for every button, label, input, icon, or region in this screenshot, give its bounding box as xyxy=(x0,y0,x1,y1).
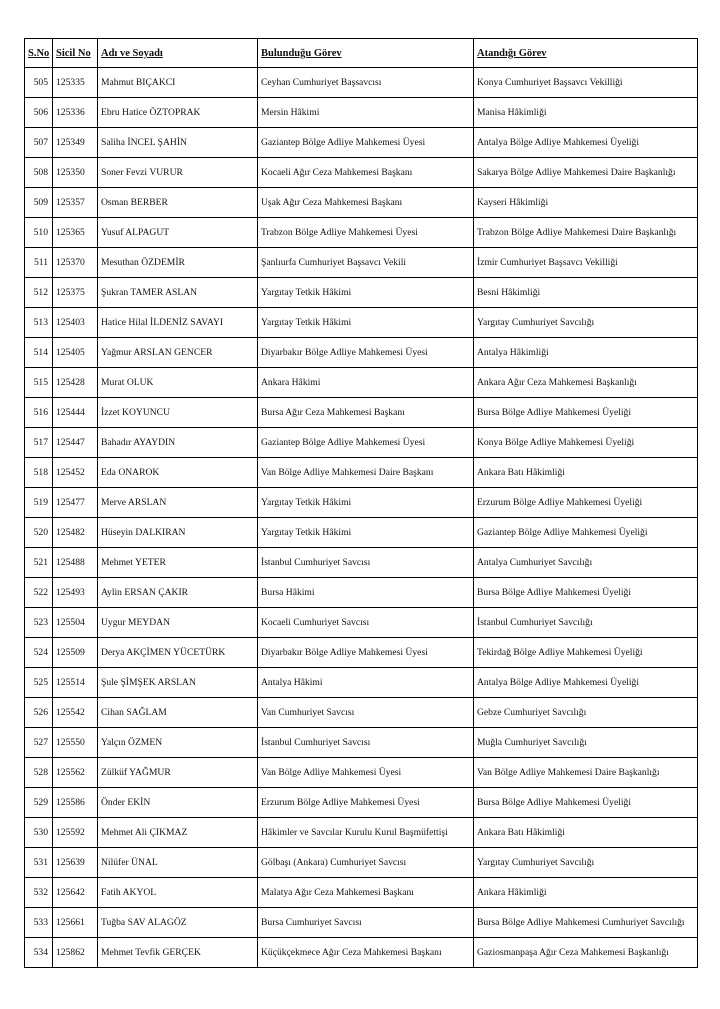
cell-assigned-position: Bursa Bölge Adliye Mahkemesi Üyeliği xyxy=(474,788,698,818)
cell-current-position: Diyarbakır Bölge Adliye Mahkemesi Üyesi xyxy=(258,338,474,368)
cell-sno: 520 xyxy=(25,518,53,548)
appointments-table xyxy=(24,38,698,968)
cell-assigned-position: Van Bölge Adliye Mahkemesi Daire Başkanlığı xyxy=(474,758,698,788)
table-row xyxy=(25,608,698,638)
cell-sicil-no: 125542 xyxy=(53,698,98,728)
cell-sno: 532 xyxy=(25,878,53,908)
cell-assigned-position: Yargıtay Cumhuriyet Savcılığı xyxy=(474,308,698,338)
cell-current-position: Van Bölge Adliye Mahkemesi Üyesi xyxy=(258,758,474,788)
table-row xyxy=(25,338,698,368)
cell-sicil-no: 125336 xyxy=(53,98,98,128)
table-row xyxy=(25,638,698,668)
cell-sicil-no: 125428 xyxy=(53,368,98,398)
cell-sicil-no: 125405 xyxy=(53,338,98,368)
cell-sno: 519 xyxy=(25,488,53,518)
cell-assigned-position: Ankara Batı Hâkimliği xyxy=(474,818,698,848)
cell-current-position: Van Cumhuriyet Savcısı xyxy=(258,698,474,728)
cell-assigned-position: Antalya Bölge Adliye Mahkemesi Üyeliği xyxy=(474,668,698,698)
cell-current-position: Diyarbakır Bölge Adliye Mahkemesi Üyesi xyxy=(258,638,474,668)
cell-current-position: Bursa Cumhuriyet Savcısı xyxy=(258,908,474,938)
cell-sicil-no: 125509 xyxy=(53,638,98,668)
cell-name: Eda ONAROK xyxy=(98,458,258,488)
cell-current-position: İstanbul Cumhuriyet Savcısı xyxy=(258,728,474,758)
cell-current-position: Hâkimler ve Savcılar Kurulu Kurul Başmüfettişi xyxy=(258,818,474,848)
table-row xyxy=(25,128,698,158)
cell-sicil-no: 125335 xyxy=(53,68,98,98)
table-row xyxy=(25,398,698,428)
table-row xyxy=(25,278,698,308)
cell-current-position: Mersin Hâkimi xyxy=(258,98,474,128)
cell-name: Bahadır AYAYDIN xyxy=(98,428,258,458)
cell-sicil-no: 125452 xyxy=(53,458,98,488)
cell-sno: 521 xyxy=(25,548,53,578)
cell-sno: 509 xyxy=(25,188,53,218)
cell-assigned-position: Ankara Hâkimliği xyxy=(474,878,698,908)
cell-sicil-no: 125477 xyxy=(53,488,98,518)
cell-current-position: Gölbaşı (Ankara) Cumhuriyet Savcısı xyxy=(258,848,474,878)
cell-sno: 517 xyxy=(25,428,53,458)
table-row xyxy=(25,488,698,518)
table-row xyxy=(25,248,698,278)
table-row xyxy=(25,188,698,218)
table-row xyxy=(25,98,698,128)
table-row xyxy=(25,218,698,248)
cell-sno: 518 xyxy=(25,458,53,488)
cell-assigned-position: Sakarya Bölge Adliye Mahkemesi Daire Başkanlığı xyxy=(474,158,698,188)
cell-sno: 523 xyxy=(25,608,53,638)
cell-current-position: Uşak Ağır Ceza Mahkemesi Başkanı xyxy=(258,188,474,218)
cell-sno: 511 xyxy=(25,248,53,278)
cell-name: Tuğba SAV ALAGÖZ xyxy=(98,908,258,938)
cell-sicil-no: 125639 xyxy=(53,848,98,878)
cell-name: Ebru Hatice ÖZTOPRAK xyxy=(98,98,258,128)
cell-name: Mehmet Ali ÇIKMAZ xyxy=(98,818,258,848)
cell-assigned-position: Ankara Ağır Ceza Mahkemesi Başkanlığı xyxy=(474,368,698,398)
cell-sno: 514 xyxy=(25,338,53,368)
cell-sno: 522 xyxy=(25,578,53,608)
header-name: Adı ve Soyadı xyxy=(98,39,258,68)
table-row xyxy=(25,458,698,488)
cell-assigned-position: Gebze Cumhuriyet Savcılığı xyxy=(474,698,698,728)
cell-assigned-position: Konya Cumhuriyet Başsavcı Vekilliği xyxy=(474,68,698,98)
cell-assigned-position: Erzurum Bölge Adliye Mahkemesi Üyeliği xyxy=(474,488,698,518)
table-row xyxy=(25,578,698,608)
cell-current-position: Yargıtay Tetkik Hâkimi xyxy=(258,518,474,548)
cell-sicil-no: 125447 xyxy=(53,428,98,458)
cell-sicil-no: 125357 xyxy=(53,188,98,218)
cell-name: Şule ŞİMŞEK ARSLAN xyxy=(98,668,258,698)
cell-name: Mehmet Tevfik GERÇEK xyxy=(98,938,258,968)
table-row xyxy=(25,758,698,788)
cell-sicil-no: 125488 xyxy=(53,548,98,578)
cell-sicil-no: 125482 xyxy=(53,518,98,548)
table-body xyxy=(25,68,698,968)
cell-name: Mehmet YETER xyxy=(98,548,258,578)
cell-name: Cihan SAĞLAM xyxy=(98,698,258,728)
cell-current-position: Yargıtay Tetkik Hâkimi xyxy=(258,488,474,518)
table-row xyxy=(25,668,698,698)
table-row xyxy=(25,908,698,938)
cell-name: Aylin ERSAN ÇAKIR xyxy=(98,578,258,608)
cell-sno: 525 xyxy=(25,668,53,698)
cell-sno: 505 xyxy=(25,68,53,98)
cell-name: Murat OLUK xyxy=(98,368,258,398)
cell-name: Derya AKÇİMEN YÜCETÜRK xyxy=(98,638,258,668)
cell-current-position: Bursa Hâkimi xyxy=(258,578,474,608)
cell-name: Nilüfer ÜNAL xyxy=(98,848,258,878)
cell-assigned-position: Antalya Cumhuriyet Savcılığı xyxy=(474,548,698,578)
table-header-row xyxy=(25,39,698,68)
cell-current-position: İstanbul Cumhuriyet Savcısı xyxy=(258,548,474,578)
cell-sicil-no: 125550 xyxy=(53,728,98,758)
cell-current-position: Gaziantep Bölge Adliye Mahkemesi Üyesi xyxy=(258,128,474,158)
cell-current-position: Trabzon Bölge Adliye Mahkemesi Üyesi xyxy=(258,218,474,248)
cell-current-position: Van Bölge Adliye Mahkemesi Daire Başkanı xyxy=(258,458,474,488)
cell-sicil-no: 125642 xyxy=(53,878,98,908)
cell-sno: 506 xyxy=(25,98,53,128)
header-sno: S.No xyxy=(25,39,53,68)
cell-name: Merve ARSLAN xyxy=(98,488,258,518)
cell-assigned-position: Konya Bölge Adliye Mahkemesi Üyeliği xyxy=(474,428,698,458)
cell-sicil-no: 125514 xyxy=(53,668,98,698)
cell-current-position: Kocaeli Cumhuriyet Savcısı xyxy=(258,608,474,638)
table-row xyxy=(25,848,698,878)
cell-sno: 531 xyxy=(25,848,53,878)
cell-current-position: Şanlıurfa Cumhuriyet Başsavcı Vekili xyxy=(258,248,474,278)
cell-sno: 527 xyxy=(25,728,53,758)
cell-assigned-position: Tekirdağ Bölge Adliye Mahkemesi Üyeliği xyxy=(474,638,698,668)
table-row xyxy=(25,158,698,188)
table-row xyxy=(25,518,698,548)
table-row xyxy=(25,368,698,398)
cell-sno: 507 xyxy=(25,128,53,158)
cell-current-position: Kocaeli Ağır Ceza Mahkemesi Başkanı xyxy=(258,158,474,188)
cell-assigned-position: Antalya Bölge Adliye Mahkemesi Üyeliği xyxy=(474,128,698,158)
table-row xyxy=(25,428,698,458)
cell-sicil-no: 125365 xyxy=(53,218,98,248)
cell-name: Mesuthan ÖZDEMİR xyxy=(98,248,258,278)
cell-sicil-no: 125661 xyxy=(53,908,98,938)
cell-sicil-no: 125403 xyxy=(53,308,98,338)
cell-sicil-no: 125370 xyxy=(53,248,98,278)
cell-name: Uygur MEYDAN xyxy=(98,608,258,638)
cell-assigned-position: Gaziantep Bölge Adliye Mahkemesi Üyeliği xyxy=(474,518,698,548)
table-row xyxy=(25,68,698,98)
cell-assigned-position: Besni Hâkimliği xyxy=(474,278,698,308)
header-current-position: Bulunduğu Görev xyxy=(258,39,474,68)
cell-name: Hatice Hilal İLDENİZ SAVAYI xyxy=(98,308,258,338)
table-row xyxy=(25,818,698,848)
cell-sno: 533 xyxy=(25,908,53,938)
cell-assigned-position: Trabzon Bölge Adliye Mahkemesi Daire Başkanlığı xyxy=(474,218,698,248)
cell-current-position: Ceyhan Cumhuriyet Başsavcısı xyxy=(258,68,474,98)
cell-current-position: Antalya Hâkimi xyxy=(258,668,474,698)
cell-assigned-position: Manisa Hâkimliği xyxy=(474,98,698,128)
cell-assigned-position: Yargıtay Cumhuriyet Savcılığı xyxy=(474,848,698,878)
cell-name: Yalçın ÖZMEN xyxy=(98,728,258,758)
cell-sno: 512 xyxy=(25,278,53,308)
cell-sicil-no: 125586 xyxy=(53,788,98,818)
cell-sicil-no: 125350 xyxy=(53,158,98,188)
cell-assigned-position: Ankara Batı Hâkimliği xyxy=(474,458,698,488)
cell-name: Osman BERBER xyxy=(98,188,258,218)
cell-assigned-position: İzmir Cumhuriyet Başsavcı Vekilliği xyxy=(474,248,698,278)
table-row xyxy=(25,698,698,728)
cell-name: Saliha İNCEL ŞAHİN xyxy=(98,128,258,158)
cell-assigned-position: İstanbul Cumhuriyet Savcılığı xyxy=(474,608,698,638)
cell-current-position: Erzurum Bölge Adliye Mahkemesi Üyesi xyxy=(258,788,474,818)
cell-assigned-position: Gaziosmanpaşa Ağır Ceza Mahkemesi Başkanlığı xyxy=(474,938,698,968)
table-row xyxy=(25,878,698,908)
cell-sicil-no: 125562 xyxy=(53,758,98,788)
cell-sno: 515 xyxy=(25,368,53,398)
cell-name: Hüseyin DALKIRAN xyxy=(98,518,258,548)
cell-sno: 526 xyxy=(25,698,53,728)
cell-name: Fatih AKYOL xyxy=(98,878,258,908)
cell-name: Mahmut BIÇAKCI xyxy=(98,68,258,98)
cell-sno: 508 xyxy=(25,158,53,188)
cell-name: İzzet KOYUNCU xyxy=(98,398,258,428)
cell-sicil-no: 125504 xyxy=(53,608,98,638)
header-assigned-position: Atandığı Görev xyxy=(474,39,698,68)
cell-sno: 530 xyxy=(25,818,53,848)
cell-sicil-no: 125862 xyxy=(53,938,98,968)
cell-current-position: Yargıtay Tetkik Hâkimi xyxy=(258,308,474,338)
cell-current-position: Küçükçekmece Ağır Ceza Mahkemesi Başkanı xyxy=(258,938,474,968)
header-sicil-no: Sicil No xyxy=(53,39,98,68)
cell-sicil-no: 125375 xyxy=(53,278,98,308)
appointment-list-sheet xyxy=(24,38,697,968)
cell-sno: 529 xyxy=(25,788,53,818)
cell-current-position: Bursa Ağır Ceza Mahkemesi Başkanı xyxy=(258,398,474,428)
cell-assigned-position: Muğla Cumhuriyet Savcılığı xyxy=(474,728,698,758)
cell-sno: 516 xyxy=(25,398,53,428)
cell-name: Zülküf YAĞMUR xyxy=(98,758,258,788)
cell-name: Soner Fevzi VURUR xyxy=(98,158,258,188)
cell-sicil-no: 125493 xyxy=(53,578,98,608)
cell-assigned-position: Bursa Bölge Adliye Mahkemesi Üyeliği xyxy=(474,578,698,608)
table-row xyxy=(25,548,698,578)
table-row xyxy=(25,938,698,968)
cell-name: Yusuf ALPAGUT xyxy=(98,218,258,248)
cell-name: Şukran TAMER ASLAN xyxy=(98,278,258,308)
cell-current-position: Ankara Hâkimi xyxy=(258,368,474,398)
cell-assigned-position: Kayseri Hâkimliği xyxy=(474,188,698,218)
cell-current-position: Malatya Ağır Ceza Mahkemesi Başkanı xyxy=(258,878,474,908)
cell-sno: 510 xyxy=(25,218,53,248)
cell-current-position: Gaziantep Bölge Adliye Mahkemesi Üyesi xyxy=(258,428,474,458)
cell-sicil-no: 125349 xyxy=(53,128,98,158)
cell-sicil-no: 125592 xyxy=(53,818,98,848)
cell-name: Yağmur ARSLAN GENCER xyxy=(98,338,258,368)
cell-current-position: Yargıtay Tetkik Hâkimi xyxy=(258,278,474,308)
table-row xyxy=(25,788,698,818)
cell-sicil-no: 125444 xyxy=(53,398,98,428)
cell-assigned-position: Bursa Bölge Adliye Mahkemesi Cumhuriyet Savcılığı xyxy=(474,908,698,938)
cell-sno: 528 xyxy=(25,758,53,788)
cell-sno: 513 xyxy=(25,308,53,338)
cell-assigned-position: Bursa Bölge Adliye Mahkemesi Üyeliği xyxy=(474,398,698,428)
table-row xyxy=(25,308,698,338)
table-row xyxy=(25,728,698,758)
cell-sno: 534 xyxy=(25,938,53,968)
cell-name: Önder EKİN xyxy=(98,788,258,818)
cell-assigned-position: Antalya Hâkimliği xyxy=(474,338,698,368)
cell-sno: 524 xyxy=(25,638,53,668)
